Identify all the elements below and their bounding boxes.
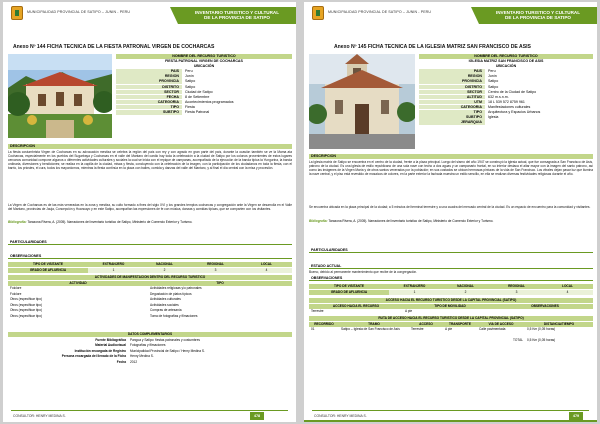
- consultant: CONSULTOR: HENRY MEDINA S.: [314, 414, 367, 418]
- particularidades-label: PARTICULARIDADES: [309, 248, 593, 253]
- info-row: [419, 95, 593, 100]
- info-row: [116, 105, 292, 110]
- visitor-cell: 2: [440, 290, 491, 295]
- route-col: DISTANCIA/TIEMPO: [525, 322, 593, 327]
- complementary-row: [8, 343, 292, 348]
- route-cell: A pie: [445, 327, 453, 331]
- info-key: REGION: [116, 74, 182, 79]
- info-key: SUBTIPO: [419, 115, 485, 120]
- info-row: [116, 100, 292, 105]
- banner-line2: DE LA PROVINCIA DE SATIPO: [505, 15, 571, 21]
- visitor-cell: 4: [542, 290, 593, 295]
- info-key: CATEGORIA: [419, 105, 485, 110]
- info-value: Peru: [185, 69, 193, 74]
- info-row: [419, 90, 593, 95]
- footer-rule: [312, 410, 589, 411]
- complementary-key: Institución encargada de Registro: [74, 348, 126, 353]
- activity-row: [8, 286, 292, 291]
- municipality-name: MUNICIPALIDAD PROVINCIAL DE SATIPO – JUNIN - PERU: [27, 10, 131, 14]
- bibliografia-label: Bibliografía:: [8, 220, 27, 224]
- route-col: TRAMO: [339, 322, 409, 327]
- info-row: [419, 100, 593, 105]
- visitor-head-cell: TIPO DE VISITANTE: [309, 284, 389, 289]
- bibliografia-text: Tarazona Rivera, A. (2005). Narraciones del inventario turístico de Satipo, Ministerio de Comercio Exterior y Turismo.: [328, 219, 494, 223]
- observaciones-label: OBSERVACIONES: [8, 254, 292, 259]
- observaciones-label: OBSERVACIONES: [309, 276, 593, 281]
- complementary-header: DATOS COMPLEMENTARIOS: [8, 332, 292, 337]
- info-key: DISTRITO: [116, 85, 182, 90]
- page-number: 479: [569, 412, 583, 420]
- visitor-cell: 3: [190, 268, 241, 273]
- info-value: Satipo: [185, 84, 196, 89]
- resource-photo: [8, 54, 112, 138]
- activity-type-cell: Compras de artesanía: [150, 308, 182, 312]
- info-key: SUBTIPO: [116, 110, 182, 115]
- info-value: 18 L 539 572 8759 961: [488, 99, 525, 104]
- info-key: SECTOR: [116, 90, 182, 95]
- descripcion-text-2: Se encuentra ubicada en la plaza principal de la ciudad; a 5 minutos del terminal terrestre y a una cuadra del mercado central de la ciudad. Es un espacio de encuentro para la comunidad y visitantes.: [309, 205, 591, 209]
- visitor-cell: 1: [88, 268, 139, 273]
- info-header: NOMBRE DEL RECURSO TURISTICO: [116, 54, 292, 59]
- activity-row: [8, 297, 292, 302]
- info-row: [419, 79, 593, 84]
- complementary-value: Municipalidad Provincial de Satipo / Henry Medina S.: [130, 348, 205, 353]
- info-value: Peru: [488, 69, 496, 74]
- complementary-value: Fotografías y filmaciones: [130, 343, 166, 347]
- info-value: Satipo: [488, 79, 499, 84]
- complementary-key: Material Audiovisual: [95, 343, 126, 347]
- info-value: Manifestaciones culturales: [488, 104, 531, 109]
- complementary-key: Fuente Bibliográfica: [95, 337, 126, 342]
- route-col: TRANSPORTE: [443, 322, 477, 327]
- left-page: [3, 2, 296, 422]
- activity-cell: Otros (especificar tipo): [10, 297, 43, 301]
- info-row: [419, 105, 593, 110]
- visitor-cell: GRADO DE AFLUENCIA: [8, 268, 88, 273]
- activity-row: [8, 303, 292, 308]
- complementary-value: 2012: [130, 359, 138, 364]
- info-row: [419, 69, 593, 74]
- info-value: Iglesia: [488, 115, 499, 120]
- info-value: Satipo: [488, 84, 499, 89]
- banner-line2: DE LA PROVINCIA DE SATIPO: [204, 15, 270, 21]
- info-value: Junín: [185, 74, 194, 79]
- activity-cell: Otros (especificar tipo): [10, 302, 43, 307]
- route-cell: 01: [311, 327, 315, 331]
- info-row: [116, 79, 292, 84]
- descripcion-text: La fiesta costumbrista Virgen de Cocharcas en su advocación mestiza se celebra la región del país con rey y con agrado en gran parte del país, durante la ocasión también se ve la Mama ata Cocharcas, especialmente en los pueblos del Sugarbaya y Cocharcas en el valle del Mantaro del cardio hay toda la celebración a la ciudad de Satipo por los colonos provenientes de estos lugares cercanos comunidad compone algunos o diferentes actividades culturales y sociales la cual se inicia con el repique de campanas, acompañado de la ejecución de la banda típica la Yungurina, la banda ordinaria, diversiones y bendiciones; se realiza en la capilla de la ciudad, misas y fiesta, concluyendo con la celebración de la imagen, con la participación de los ciudadanos en toda la fiesta, con el barrio, los priostes, el cura, todos los mayordomos, mientras la fiesta continúa en la plaza con bailes, comida y danzas del valle del Mantaro, y al final el día central con la misa y procesión.: [8, 150, 292, 171]
- municipal-logo-icon: [312, 6, 324, 20]
- consultant: CONSULTOR: HENRY MEDINA S.: [13, 414, 66, 418]
- route-col: RECORRIDO: [309, 322, 339, 327]
- page-title: Anexo Nº 145 FICHA TECNICA DE LA IGLESIA MATRIZ SAN FRANCISCO DE ASIS: [334, 44, 531, 50]
- visitor-table: [309, 284, 593, 295]
- info-value: Satipo: [185, 79, 196, 84]
- descripcion-text-2: La Virgen de Cocharcas es de las más veneradas en la zona y mestiza, su culto formado a fines del siglo XVI y los grandes templos cocharcas y congregación ante la Virgen se desarrolla en el Valle del Mantaro, provincias de Jauja, Concepción y Huancayo y en este Satipo, acompañan las expresiones de fe con música, danzas y comidas típicas, que se comparten con los visitantes.: [8, 203, 292, 212]
- info-key: TIPO: [419, 110, 485, 115]
- route-total-label: TOTAL: [513, 337, 523, 342]
- activity-type-cell: Actividades culturales: [150, 297, 181, 301]
- info-key: FECHA: [116, 95, 182, 100]
- access-col-1: ACCESO HACIA EL RECURSO: [309, 304, 403, 309]
- header-banner: [479, 7, 597, 24]
- info-value: Fiesta: [185, 104, 195, 109]
- activity-cell: Folclore: [10, 291, 22, 296]
- info-row: [116, 90, 292, 95]
- complementary-row: [8, 354, 292, 359]
- complementary-row: [8, 338, 292, 343]
- descripcion-label: DESCRIPCION: [8, 144, 292, 149]
- info-header: NOMBRE DEL RECURSO TURISTICO: [419, 54, 593, 59]
- activities-table: [8, 275, 292, 319]
- activities-col-tipo: TIPO: [148, 281, 292, 286]
- activity-type-cell: Toma de fotografías y filmaciones: [150, 313, 198, 318]
- activity-cell: Folclore: [10, 286, 22, 290]
- complementary-table: [8, 332, 292, 365]
- info-row: [116, 110, 292, 115]
- access-cell: [497, 309, 593, 314]
- visitor-cell: 1: [389, 290, 440, 295]
- resource-info-table: [116, 54, 292, 115]
- visitor-head-cell: NACIONAL: [440, 284, 491, 289]
- info-value: Acontecimientos programados: [185, 99, 234, 104]
- activity-cell: Otros (especificar tipo): [10, 308, 43, 312]
- route-cell: Calle pavimentada: [479, 327, 506, 331]
- complementary-value: Henry Medina S.: [130, 354, 154, 358]
- route-cell: Terrestre: [411, 327, 424, 331]
- info-key: SECTOR: [419, 90, 485, 95]
- activity-row: [8, 314, 292, 319]
- info-key: PAIS: [116, 69, 182, 74]
- right-page: [304, 2, 597, 422]
- page-footer: [3, 408, 296, 422]
- visitor-head-cell: LOCAL: [241, 262, 292, 267]
- access-header: ACCESO HACIA EL RECURSO TURISTICO DESDE LA CAPITAL PROVINCIAL (SATIPO): [309, 298, 593, 303]
- info-row: [116, 74, 292, 79]
- descripcion-text: La iglesia matriz de Satipo se encuentra en el centro de la ciudad, frente a la plaza principal. Luego del sismo del año 1947 se construyó la iglesia actual, que fue consagrada a San Francisco de Asís, patrono de la ciudad. Es una iglesia de estilo republicano de una sola nave con techo a dos aguas y un campanario frontal, en su interior destaca el altar mayor con la imagen del santo patrono, así como las imágenes de la Virgen María y de otros santos venerados por la población; en sus costados se ubican hermosas pinturas de la vida de San Francisco. Los vitrales dejan pasar luz que ilumina la nave central, y el piso está revestido de mosaicos de colores, en la parte exterior la fachada muestra un estilo sencillo, en ella se realizan diversas festividades religiosas durante el año.: [309, 160, 593, 177]
- resource-info-table: [419, 54, 593, 125]
- visitor-cell: GRADO DE AFLUENCIA: [309, 290, 389, 295]
- complementary-value: Pangoa y Satipo: fiestas patronales y costumbres: [130, 337, 200, 342]
- info-value: Centro de la Ciudad de Satipo: [488, 89, 537, 94]
- banner-line1: INVENTARIO TURISTICO Y CULTURAL: [495, 10, 581, 15]
- page-title: Anexo Nº 144 FICHA TECNICA DE LA FIESTA PATRONAL VIRGEN DE COCHARCAS: [13, 44, 215, 50]
- visitor-head-cell: EXTRANJERO: [389, 284, 440, 289]
- route-col: VIA DE ACCESO: [477, 322, 525, 327]
- complementary-key: Persona encargada del llenado de la Ficha: [61, 354, 126, 358]
- bibliografia: [309, 219, 593, 223]
- footer-stripe: [304, 420, 597, 422]
- activity-row: [8, 292, 292, 297]
- info-key: PROVINCIA: [419, 79, 485, 84]
- info-value: Arquitectura y Espacios Urbanos: [488, 110, 541, 115]
- activity-type-cell: Degustación de platos típicos: [150, 291, 192, 296]
- info-key: PROVINCIA: [116, 79, 182, 84]
- access-col-2: TIPO DE MOVILIDAD: [403, 304, 497, 309]
- municipal-logo-icon: [11, 6, 23, 20]
- info-row: [419, 120, 593, 125]
- info-value: Ciudad de Satipo: [185, 89, 213, 94]
- info-value: Junín: [488, 74, 497, 79]
- activities-col-actividad: ACTIVIDAD: [8, 281, 148, 286]
- info-key: UTM: [419, 100, 485, 105]
- info-row: [419, 110, 593, 115]
- route-table: [309, 316, 593, 343]
- page-header: [3, 2, 296, 26]
- route-cell: Satipo – Iglesia de San Francisco de Asís: [341, 327, 400, 331]
- access-cell: A pie: [405, 309, 413, 313]
- resource-name: FIESTA PATRONAL VIRGEN DE COCHARCAS: [165, 59, 243, 64]
- visitor-head-cell: NACIONAL: [139, 262, 190, 267]
- ubicacion-label: UBICACIÓN: [495, 64, 517, 69]
- resource-photo: [309, 54, 415, 149]
- activity-row: [8, 308, 292, 313]
- estado-label: ESTADO ACTUAL: [309, 264, 593, 269]
- info-key: ALTITUD: [419, 95, 485, 100]
- info-row: [419, 115, 593, 120]
- route-total-value: 0,5 Km (0,05 horas): [527, 337, 556, 342]
- visitor-head-cell: LOCAL: [542, 284, 593, 289]
- complementary-row: [8, 349, 292, 354]
- info-key: DISTRITO: [419, 85, 485, 90]
- info-value: Fiesta Patronal: [185, 110, 210, 115]
- visitor-table: [8, 262, 292, 273]
- info-key: CATEGORIA: [116, 100, 182, 105]
- bibliografia-text: Tarazona Rivera, A. (2005). Narraciones del inventario turístico de Satipo, Ministerio de Comercio Exterior y Turismo.: [27, 220, 193, 224]
- activity-type-cell: Actividades sociales: [150, 302, 179, 307]
- route-col: ACCESO: [409, 322, 443, 327]
- complementary-key: Fecha: [116, 359, 126, 364]
- access-col-3: OBSERVACIONES: [497, 304, 593, 309]
- ubicacion-label: UBICACIÓN: [193, 64, 215, 69]
- municipality-name: MUNICIPALIDAD PROVINCIAL DE SATIPO – JUNIN - PERU: [328, 10, 432, 14]
- header-banner: [178, 7, 296, 24]
- page-number: 478: [250, 412, 264, 420]
- visitor-head-cell: REGIONAL: [491, 284, 542, 289]
- banner-line1: INVENTARIO TURISTICO Y CULTURAL: [194, 10, 280, 15]
- info-key: REGION: [419, 74, 485, 79]
- info-value: 8 de Setiembre: [185, 94, 210, 99]
- info-row: [116, 95, 292, 100]
- access-table: [309, 298, 593, 315]
- page-header: [304, 2, 597, 26]
- visitor-cell: 4: [241, 268, 292, 273]
- info-key: JERARQUIA: [419, 120, 485, 125]
- info-row: [419, 85, 593, 90]
- access-cell: Terrestre: [311, 309, 324, 313]
- route-header: RUTA DE ACCESO HACIA EL RECURSO TURISTICO DESDE LA CAPITAL PROVINCIAL (SATIPO): [309, 316, 593, 321]
- visitor-cell: 2: [139, 268, 190, 273]
- complementary-row: [8, 360, 292, 365]
- info-key: TIPO: [116, 105, 182, 110]
- bibliografia-label: Bibliografía:: [309, 219, 328, 223]
- activity-type-cell: Actividades religiosas y/o patronales: [150, 286, 202, 290]
- descripcion-label: DESCRIPCION: [309, 154, 593, 159]
- info-row: [116, 85, 292, 90]
- info-value: 632 m.s.n.m.: [488, 94, 509, 99]
- visitor-head-cell: EXTRANJERO: [88, 262, 139, 267]
- footer-rule: [11, 410, 288, 411]
- visitor-head-cell: TIPO DE VISITANTE: [8, 262, 88, 267]
- activities-header: ACTIVIDADES DE MANIFESTACION DENTRO DEL RECURSO TURISTICO: [8, 275, 292, 280]
- visitor-head-cell: REGIONAL: [190, 262, 241, 267]
- info-row: [116, 69, 292, 74]
- activity-cell: Otros (especificar tipo): [10, 313, 43, 318]
- info-key: PAIS: [419, 69, 485, 74]
- visitor-cell: 3: [491, 290, 542, 295]
- estado-text: Bueno, debido al permanente mantenimiento que recibe de la congregación.: [309, 270, 418, 274]
- bibliografia: [8, 220, 292, 224]
- route-cell: 0,5 Km (0,05 horas): [527, 327, 556, 331]
- info-row: [419, 74, 593, 79]
- resource-name: IGLESIA MATRIZ SAN FRANCISCO DE ASIS: [468, 59, 544, 64]
- particularidades-label: PARTICULARIDADES: [8, 240, 292, 245]
- info-value: [485, 120, 593, 125]
